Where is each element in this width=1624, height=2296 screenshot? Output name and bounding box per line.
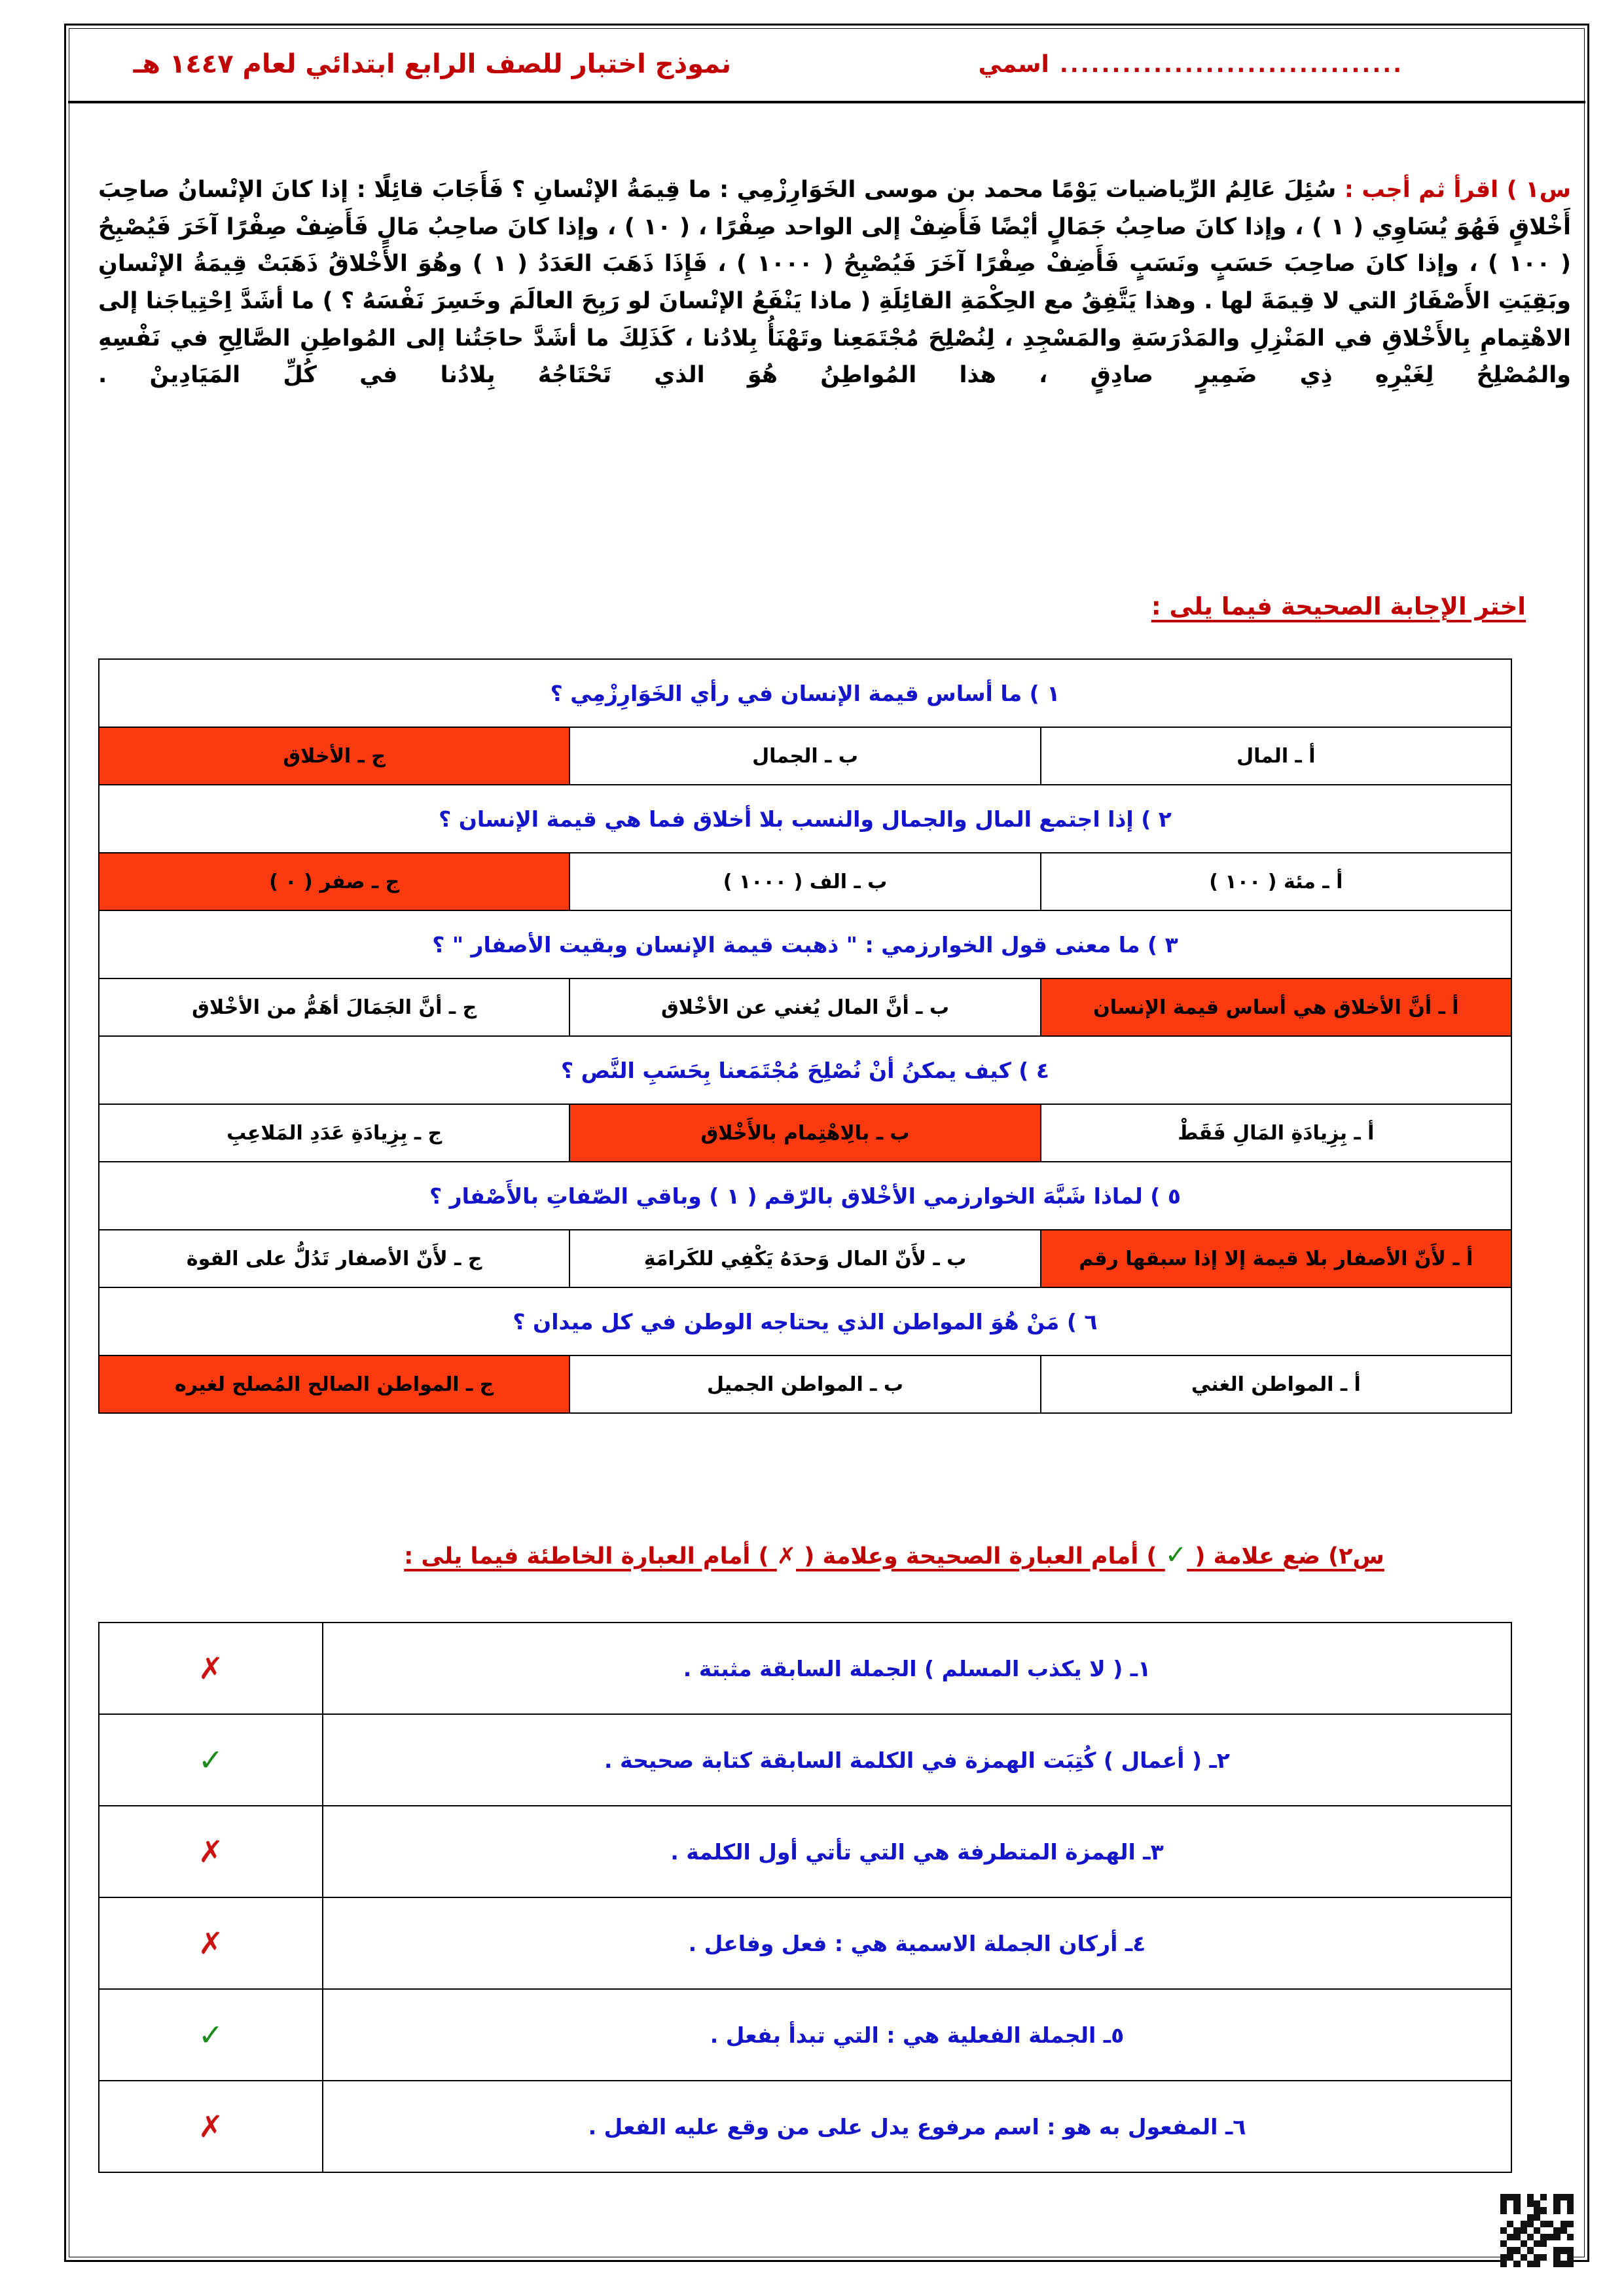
table-row [99,978,1511,1036]
table-row [99,853,1511,910]
check-icon: ✓ [1164,1540,1187,1570]
multiple-choice-table [98,658,1512,1414]
mcq-option-b[interactable]: ب ـ بالِاهْتِمام بالأَخْلاق [569,1104,1040,1162]
reading-passage [98,171,1571,394]
qr-code-icon [1500,2194,1574,2267]
page-title: نموذج اختبار للصف الرابع ابتدائي لعام ١٤٤٧ هـ [133,49,732,79]
tf-statement: ٦ـ المفعول به هو : اسم مرفوع يدل على من وقع عليه الفعل . [323,2081,1511,2172]
instruction-true-false [262,1540,1526,1570]
mcq-option-c[interactable]: ج ـ المواطن الصالح المُصلح لغيره [99,1355,569,1413]
mcq-option-c[interactable]: ج ـ بِزِيادَةِ عَدَدِ المَلاعِبِ [99,1104,569,1162]
mcq-option-a[interactable]: أ ـ لأَنّ الأصفار بلا قيمة إلا إذا سبقها رقم [1041,1230,1511,1287]
table-row [99,727,1511,785]
table-row [99,1806,1511,1897]
mcq-option-b[interactable]: ب ـ الجمال [569,727,1040,785]
true-false-table [98,1622,1512,2173]
table-row [99,1714,1511,1806]
mcq-option-a[interactable]: أ ـ المال [1041,727,1511,785]
mcq-question: ١ ) ما أساس قيمة الإنسان في رأي الخَوَارِزْمِي ؟ [99,659,1511,727]
table-row [99,659,1511,727]
mcq-option-c[interactable]: ج ـ الأخلاق [99,727,569,785]
table-row [99,1036,1511,1104]
instruction-tf-part2: ) أمام العبارة الصحيحة وعلامة ( [804,1543,1157,1570]
document-header [68,27,1585,103]
tf-statement: ٥ـ الجملة الفعلية هي : التي تبدأ بفعل . [323,1989,1511,2081]
tf-statement: ٣ـ الهمزة المتطرفة هي التي تأتي أول الكلمة . [323,1806,1511,1897]
table-row [99,1989,1511,2081]
mcq-option-a[interactable]: أ ـ بِزِيادَةِ المَالِ فَقَطْ [1041,1104,1511,1162]
mcq-option-b[interactable]: ب ـ أنَّ المال يُغني عن الأخْلاق [569,978,1040,1036]
tf-answer-check-icon[interactable]: ✓ [99,1989,323,2081]
mcq-option-c[interactable]: ج ـ صفر ( ٠ ) [99,853,569,910]
tf-answer-check-icon[interactable]: ✓ [99,1714,323,1806]
mcq-option-c[interactable]: ج ـ لأَنّ الأصفار تَدُلُّ على القوة [99,1230,569,1287]
tf-statement: ٤ـ أركان الجملة الاسمية هي : فعل وفاعل . [323,1897,1511,1989]
tf-answer-cross-icon[interactable]: ✗ [99,1623,323,1714]
mcq-question: ٤ ) كيف يمكنُ أنْ نُصْلِحَ مُجْتَمَعنا بِحَسَبِ النَّص ؟ [99,1036,1511,1104]
table-row [99,1230,1511,1287]
mcq-body [99,659,1511,1413]
tf-answer-cross-icon[interactable]: ✗ [99,1897,323,1989]
mcq-question: ٦ ) مَنْ هُوَ المواطن الذي يحتاجه الوطن في كل ميدان ؟ [99,1287,1511,1355]
passage-lead-label: س١ ) اقرأ ثم أجب : [1344,177,1572,203]
mcq-option-b[interactable]: ب ـ لأَنّ المال وَحدَهُ يَكْفِي للكَرامَةِ [569,1230,1040,1287]
table-row [99,2081,1511,2172]
tf-answer-cross-icon[interactable]: ✗ [99,2081,323,2172]
true-false-body [99,1623,1511,2172]
mcq-option-c[interactable]: ج ـ أنَّ الجَمَالَ أهَمُّ من الأخْلاق [99,978,569,1036]
mcq-option-b[interactable]: ب ـ المواطن الجميل [569,1355,1040,1413]
mcq-option-a[interactable]: أ ـ أنَّ الأخلاق هي أساس قيمة الإنسان [1041,978,1511,1036]
mcq-question: ٢ ) إذا اجتمع المال والجمال والنسب بلا أخلاق فما هي قيمة الإنسان ؟ [99,785,1511,853]
mcq-option-a[interactable]: أ ـ مئة ( ١٠٠ ) [1041,853,1511,910]
instruction-choose-correct: اختر الإجابة الصحيحة فيما يلى : [1151,592,1526,620]
table-row [99,1162,1511,1230]
tf-answer-cross-icon[interactable]: ✗ [99,1806,323,1897]
table-row [99,1623,1511,1714]
table-row [99,785,1511,853]
cross-icon: ✗ [776,1543,797,1570]
instruction-tf-part3: ) أمام العبارة الخاطئة فيما يلى : [404,1543,769,1570]
table-row [99,1355,1511,1413]
student-name-label: اسمي [978,50,1049,78]
table-row [99,910,1511,978]
tf-statement: ١ـ ( لا يكذب المسلم ) الجملة السابقة مثبتة . [323,1623,1511,1714]
student-name-field[interactable] [797,51,1585,78]
instruction-tf-part1: س٢) ضع علامة ( [1195,1543,1384,1570]
mcq-question: ٥ ) لماذا شَبَّهَ الخوارزمي الأخْلاق بالرّقم ( ١ ) وباقي الصّفاتِ بالأَصْفار ؟ [99,1162,1511,1230]
table-row [99,1287,1511,1355]
student-name-dots: ................................. [1059,51,1404,78]
mcq-option-a[interactable]: أ ـ المواطن الغني [1041,1355,1511,1413]
table-row [99,1897,1511,1989]
table-row [99,1104,1511,1162]
mcq-option-b[interactable]: ب ـ الف ( ١٠٠٠ ) [569,853,1040,910]
qr-code-grid [1500,2194,1574,2267]
tf-statement: ٢ـ ( أعمال ) كُتِبَت الهمزة في الكلمة السابقة كتابة صحيحة . [323,1714,1511,1806]
mcq-question: ٣ ) ما معنى قول الخوارزمي : " ذهبت قيمة الإنسان وبقيت الأصفار " ؟ [99,910,1511,978]
passage-body-text: سُئِلَ عَالِمُ الرِّياضيات يَوْمًا محمد بن موسى الخَوَارِزْمِي : ما قِيمَةُ الإنْسانِ ؟ فَأَجَابَ قائِلًا : إذا كانَ الإنْسانُ صاحِبَ أَخْلاقٍ فَهُوَ يُسَاوِي ( ١ ) ، وإذا كانَ صاحِبُ جَمَالٍ أيْضًا فَأَضِفْ إلى الواحد صِفْرًا ، ( ١٠ ) ، وإذا كانَ صاحِبُ مَالٍ فَأَضِفْ صِفْرًا آخَرَ فَيُصْبِحُ ( ١٠٠ ) ، وإذا كانَ صاحِبَ حَسَبٍ ونَسَبٍ فَأَضِفْ صِفْرًا آخَرَ فَيُصْبِحُ ( ١٠٠٠ ) ، فَإِذَا ذَهَبَ العَدَدُ ( ١ ) وهُوَ الأَخْلاقُ ذَهَبَتْ قِيمَةُ الإنْسانِ وبَقِيَتِ الأَصْفَارُ التي لا قِيمَةَ لها . وهذا يَتَّفِقُ مع الحِكْمَةِ القائِلَةِ ( ماذا يَنْفَعُ الإنْسانَ لو رَبِحَ العالَمَ وخَسِرَ نَفْسَهُ ؟ ) ما أشَدَّ اِحْتِياجَنا إلى الاهْتِمامِ بِالأَخْلاقِ في المَنْزِلِ والمَدْرَسَةِ والمَسْجِدِ ، لِنُصْلِحَ مُجْتَمَعِنا وتَهْنَأُ بِلادُنا ، كَذَلِكَ ما أشَدَّ حاجَتُنا إلى المُواطِنِ الصَّالِحِ في نَفْسِهِ والمُصْلِحُ لِغَيْرِهِ ذِي ضَمِيرٍ صادِقٍ ، هذا المُواطِنُ هُوَ الذي تَحْتَاجُهُ بِلادُنا في كُلِّ المَيَادِينْ . [98,177,1572,389]
